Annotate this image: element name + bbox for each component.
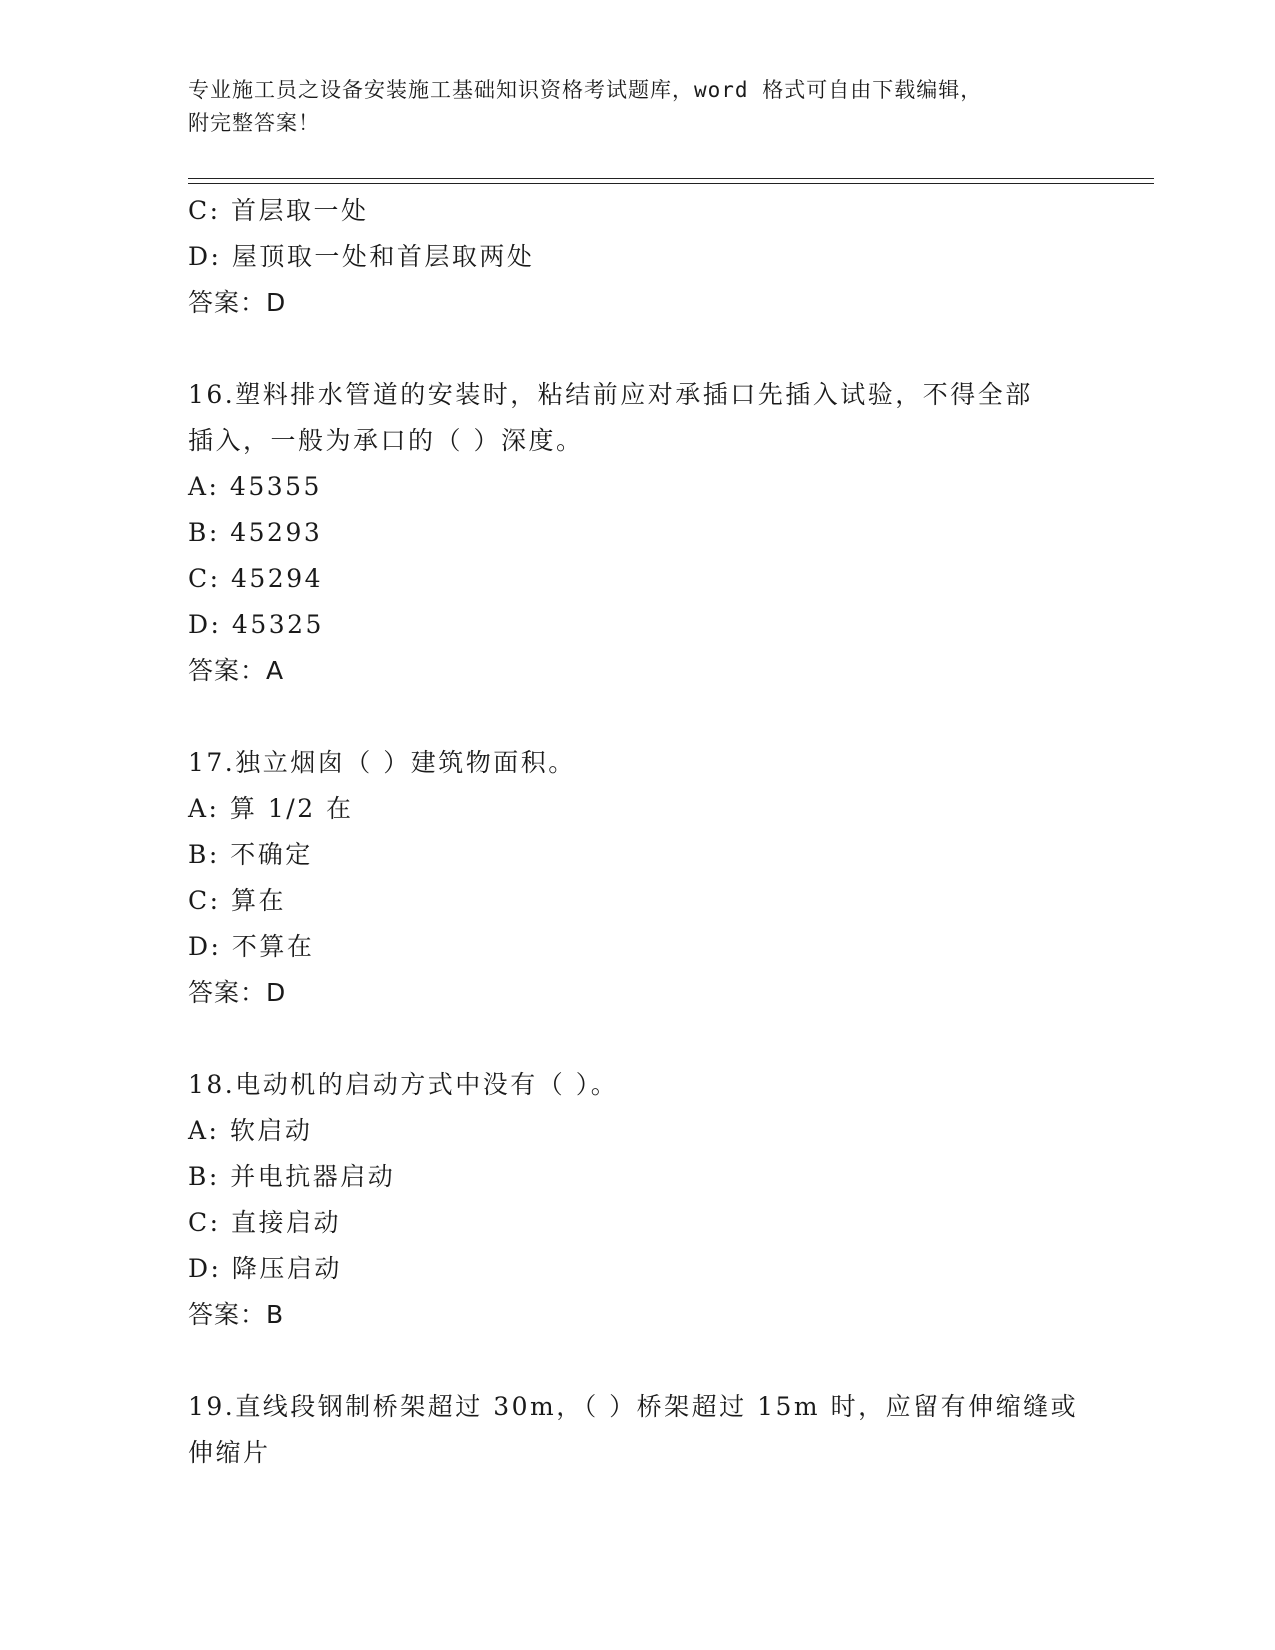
spacer xyxy=(188,1338,1088,1384)
option-d: D: 屋顶取一处和首层取两处 xyxy=(188,242,535,271)
option-a: A: 算 1/2 在 xyxy=(188,794,354,823)
question-text-line-2: 插入，一般为承口的（ ）深度。 xyxy=(188,426,584,455)
question-text-line-1: 18.电动机的启动方式中没有（ ）。 xyxy=(188,1070,619,1099)
question-text-line-1: 19.直线段钢制桥架超过 30m，（ ）桥架超过 15m 时，应留有伸缩缝或 xyxy=(188,1392,1079,1421)
question-16 xyxy=(188,372,1088,694)
question-text-line-1: 17.独立烟囱（ ）建筑物面积。 xyxy=(188,748,576,777)
question-text-line-1: 16.塑料排水管道的安装时，粘结前应对承插口先插入试验，不得全部 xyxy=(188,380,1033,409)
question-content xyxy=(188,188,1088,1476)
spacer xyxy=(188,1016,1088,1062)
header-divider-bottom xyxy=(188,183,1154,184)
option-a: A: 软启动 xyxy=(188,1116,313,1145)
document-header xyxy=(188,74,1068,140)
header-line-1: 专业施工员之设备安装施工基础知识资格考试题库，word 格式可自由下载编辑， xyxy=(188,78,983,102)
spacer xyxy=(188,326,1088,372)
option-a: A: 45355 xyxy=(188,472,322,501)
question-text-line-2: 伸缩片 xyxy=(188,1438,271,1467)
option-b: B: 不确定 xyxy=(188,840,313,869)
option-c: C: 首层取一处 xyxy=(188,196,369,225)
question-17 xyxy=(188,740,1088,1016)
spacer xyxy=(188,694,1088,740)
option-c: C: 45294 xyxy=(188,564,324,593)
header-divider-top xyxy=(188,178,1154,179)
answer-line: 答案：D xyxy=(188,978,287,1007)
option-d: D: 降压启动 xyxy=(188,1254,342,1283)
question-18 xyxy=(188,1062,1088,1338)
option-b: B: 45293 xyxy=(188,518,323,547)
header-line-2: 附完整答案！ xyxy=(188,111,320,135)
answer-line: 答案：D xyxy=(188,288,287,317)
option-d: D: 不算在 xyxy=(188,932,315,961)
answer-line: 答案：A xyxy=(188,656,285,685)
option-c: C: 算在 xyxy=(188,886,286,915)
option-b: B: 并电抗器启动 xyxy=(188,1162,396,1191)
question-19 xyxy=(188,1384,1088,1476)
question-15 xyxy=(188,188,1088,326)
option-d: D: 45325 xyxy=(188,610,324,639)
answer-line: 答案：B xyxy=(188,1300,285,1329)
option-c: C: 直接启动 xyxy=(188,1208,341,1237)
